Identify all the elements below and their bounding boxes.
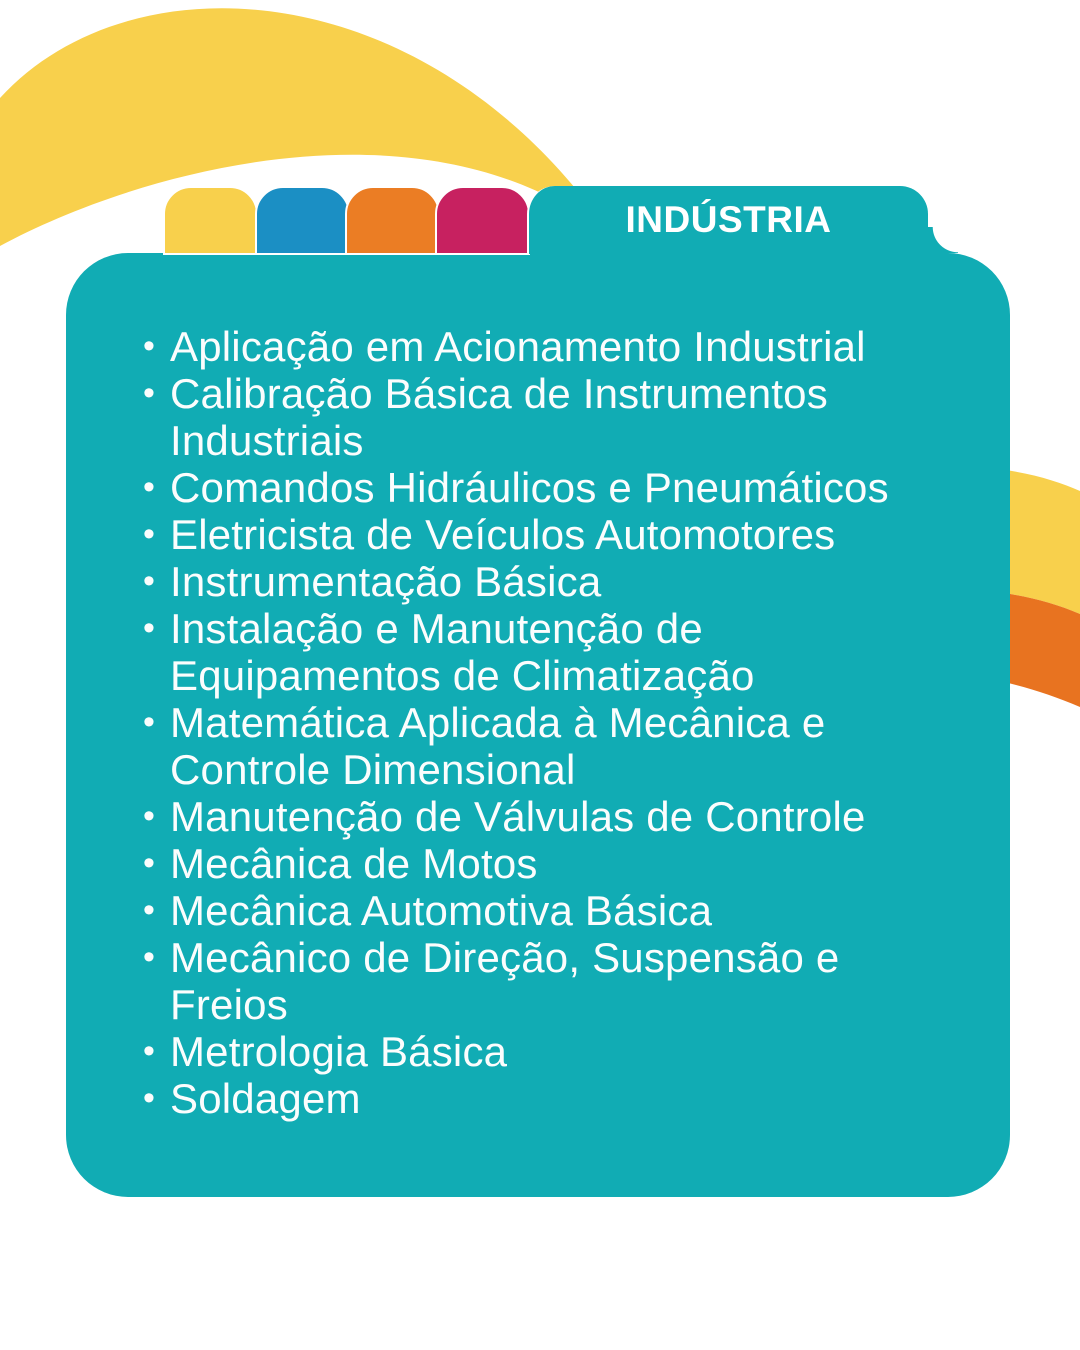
course-list [66, 253, 1010, 1122]
list-item: • Soldagem [143, 1075, 955, 1122]
tab-yellow[interactable] [163, 186, 258, 255]
list-item: • Mecânica Automotiva Básica [143, 887, 955, 934]
list-item: • Eletricista de Veículos Automotores [143, 511, 955, 558]
list-item: • Calibração Básica de Instrumentos Industriais [143, 370, 955, 464]
tab-industria[interactable] [527, 186, 928, 254]
industry-card [66, 253, 1010, 1197]
list-item: • Manutenção de Válvulas de Controle [143, 793, 955, 840]
tab-industria-label: INDÚSTRIA [625, 199, 832, 240]
tab-pink[interactable] [435, 186, 530, 255]
list-item: • Metrologia Básica [143, 1028, 955, 1075]
tab-blue[interactable] [255, 186, 350, 255]
active-tab-flare [928, 227, 958, 253]
list-item: • Mecânica de Motos [143, 840, 955, 887]
list-item: • Instrumentação Básica [143, 558, 955, 605]
list-item: • Aplicação em Acionamento Industrial [143, 323, 955, 370]
tab-orange[interactable] [345, 186, 440, 255]
list-item: • Comandos Hidráulicos e Pneumáticos [143, 464, 955, 511]
list-item: • Mecânico de Direção, Suspensão e Freios [143, 934, 955, 1028]
list-item: • Matemática Aplicada à Mecânica e Controle Dimensional [143, 699, 955, 793]
list-item: • Instalação e Manutenção de Equipamentos de Climatização [143, 605, 955, 699]
